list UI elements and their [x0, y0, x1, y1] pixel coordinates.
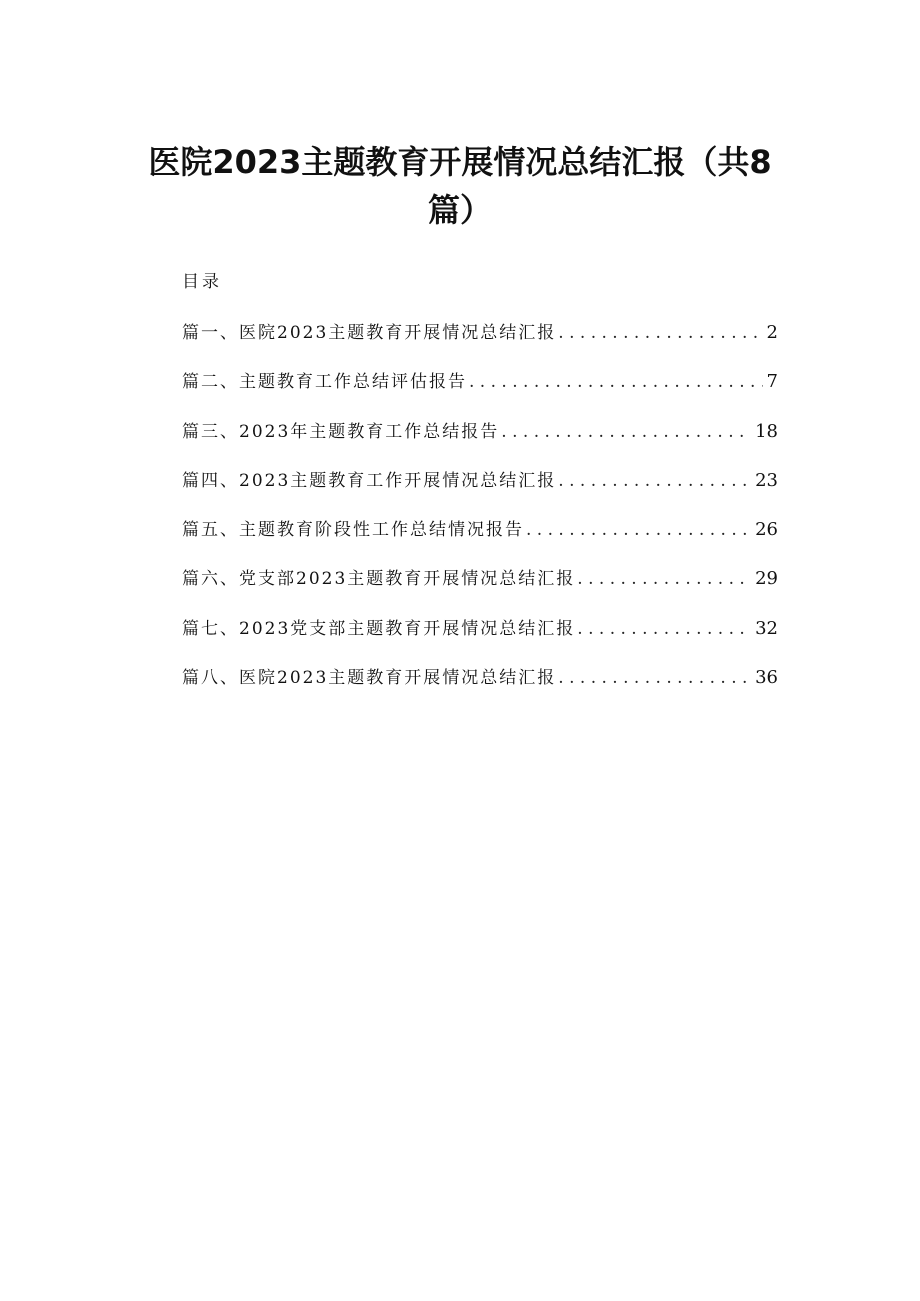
toc-page-number: 26 [755, 519, 778, 541]
toc-entry-title: 篇六、党支部2023主题教育开展情况总结汇报 [182, 569, 576, 590]
table-of-contents [182, 318, 778, 712]
toc-entry-title: 篇二、主题教育工作总结评估报告 [182, 372, 467, 393]
toc-entry[interactable] [182, 417, 778, 466]
toc-page-number: 29 [755, 568, 778, 590]
toc-dot-leader [577, 614, 751, 644]
toc-entry-title: 篇五、主题教育阶段性工作总结情况报告 [182, 520, 524, 541]
toc-entry[interactable] [182, 564, 778, 613]
toc-page-number: 7 [766, 371, 778, 393]
toc-heading: 目录 [182, 272, 222, 292]
toc-dot-leader [558, 466, 751, 496]
toc-entry[interactable] [182, 515, 778, 564]
toc-entry[interactable] [182, 466, 778, 515]
toc-entry[interactable] [182, 614, 778, 663]
document-title: 医院2023主题教育开展情况总结汇报（共8篇） [148, 143, 772, 229]
toc-page-number: 2 [766, 322, 778, 343]
toc-dot-leader [558, 663, 751, 693]
toc-dot-leader [577, 564, 751, 594]
toc-page-number: 18 [755, 420, 778, 442]
toc-dot-leader [501, 417, 751, 447]
toc-page-number: 36 [755, 667, 778, 689]
toc-entry-title: 篇七、2023党支部主题教育开展情况总结汇报 [182, 618, 576, 639]
toc-entry-title: 篇四、2023主题教育工作开展情况总结汇报 [182, 470, 557, 491]
toc-dot-leader [469, 367, 763, 397]
toc-entry[interactable] [182, 367, 778, 416]
toc-page-number: 23 [755, 469, 778, 491]
toc-page-number: 32 [755, 617, 778, 639]
toc-entry[interactable] [182, 663, 778, 712]
toc-entry[interactable] [182, 318, 778, 367]
toc-entry-title: 篇一、医院2023主题教育开展情况总结汇报 [182, 323, 557, 343]
toc-entry-title: 篇八、医院2023主题教育开展情况总结汇报 [182, 668, 557, 689]
toc-dot-leader [558, 318, 762, 348]
toc-dot-leader [526, 515, 751, 545]
toc-entry-title: 篇三、2023年主题教育工作总结报告 [182, 421, 500, 442]
